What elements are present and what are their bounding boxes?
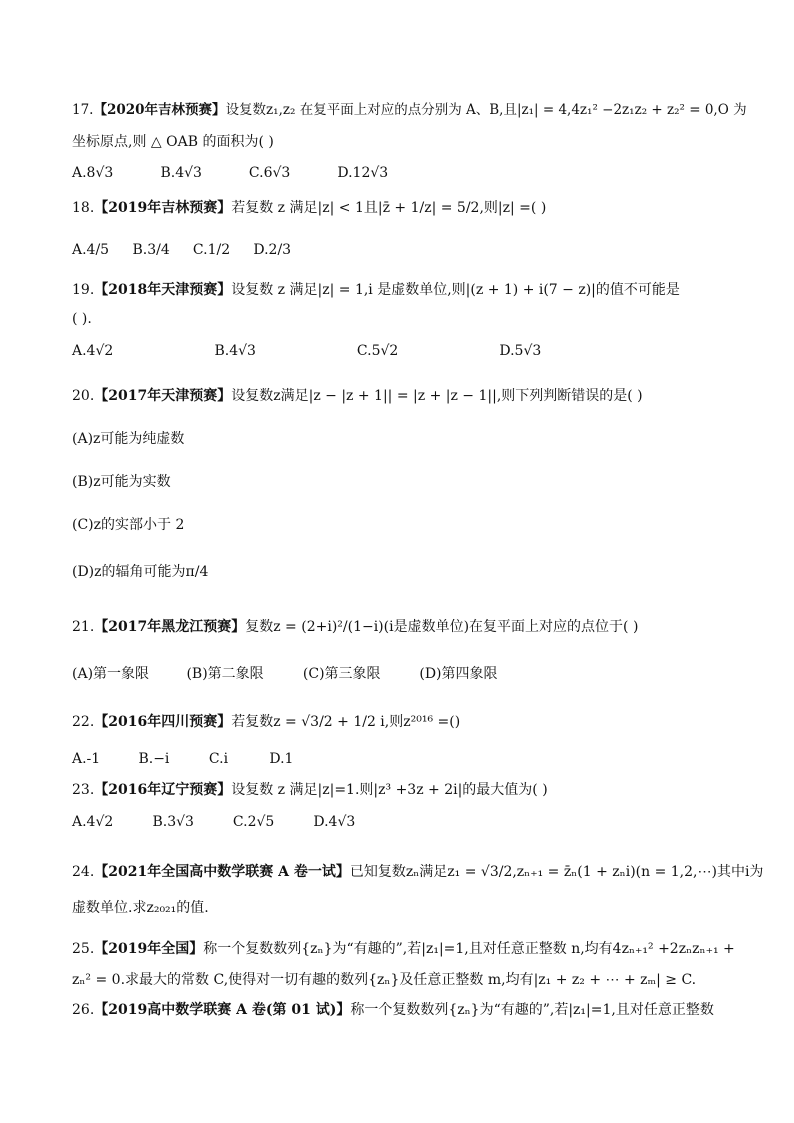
problem-18-tag: 【2019年吉林预赛】 — [94, 200, 232, 216]
option-a: (A)第一象限 — [72, 666, 150, 682]
problem-19-tag: 【2018年天津预赛】 — [94, 282, 232, 298]
problem-25-line1 — [72, 940, 735, 958]
option-b: (B)第二象限 — [186, 666, 264, 682]
problem-22-options — [72, 750, 293, 768]
problem-21-text: 复数z = (2+i)²/(1−i)(i是虚数单位)在复平面上对应的点位于( ) — [245, 619, 639, 635]
option-b: B.−i — [138, 751, 170, 767]
problem-25-line2: zₙ² = 0.求最大的常数 C,使得对一切有趣的数列{zₙ}及任意正整数 m,均有|z₁ + z₂ + ⋯ + zₘ| ≥ C. — [72, 972, 697, 988]
problem-20-choice-b: (B)z可能为实数 — [72, 474, 171, 490]
problem-19-options — [72, 342, 541, 360]
problem-25-text: 称一个复数数列{zₙ}为“有趣的”,若|z₁|=1,且对任意正整数 n,均有4zₙ₊₁² +2zₙzₙ₊₁ + — [203, 941, 735, 957]
option-b: B.3√3 — [152, 814, 194, 830]
problem-18-text: 若复数 z 满足|z| < 1且|z̄ + 1/z| = 5/2,则|z| =( ) — [231, 200, 547, 216]
option-b: B.4√3 — [160, 165, 202, 181]
problem-26-tag: 【2019高中数学联赛 A 卷(第 01 试)】 — [94, 1002, 351, 1018]
option-c: C.i — [208, 751, 229, 767]
option-d: D.2/3 — [253, 242, 292, 258]
problem-18-number: 18. — [72, 200, 95, 216]
problem-23-tag: 【2016年辽宁预赛】 — [94, 782, 232, 798]
option-d: D.12√3 — [337, 165, 389, 181]
problem-21-options — [72, 665, 498, 683]
option-c: C.6√3 — [248, 165, 291, 181]
problem-19-line1 — [72, 281, 680, 299]
problem-19-text: 设复数 z 满足|z| = 1,i 是虚数单位,则|(z + 1) + i(7 − z)|的值不可能是 — [231, 282, 680, 298]
option-c: (C)第三象限 — [302, 666, 381, 682]
problem-22-number: 22. — [72, 714, 95, 730]
option-d: D.4√3 — [313, 814, 356, 830]
problem-20-text: 设复数z满足|z − |z + 1|| = |z + |z − 1||,则下列判断错误的是( ) — [231, 388, 643, 404]
problem-23-text: 设复数 z 满足|z|=1.则|z³ +3z + 2i|的最大值为( ) — [231, 782, 548, 798]
problem-24-line1 — [72, 863, 763, 881]
problem-24-text: 已知复数zₙ满足z₁ = √3/2,zₙ₊₁ = z̄ₙ(1 + zₙi)(n = 1,2,⋯)其中i为 — [349, 864, 764, 880]
problem-24-line2: 虚数单位.求z₂₀₂₁的值. — [72, 900, 209, 916]
problem-26-line1 — [72, 1001, 714, 1019]
option-c: C.1/2 — [192, 242, 231, 258]
problem-26-text: 称一个复数数列{zₙ}为“有趣的”,若|z₁|=1,且对任意正整数 — [350, 1002, 714, 1018]
option-c: C.5√2 — [356, 343, 399, 359]
problem-26-number: 26. — [72, 1002, 95, 1018]
problem-24-number: 24. — [72, 864, 95, 880]
option-a: A.8√3 — [72, 165, 114, 181]
option-a: A.4/5 — [72, 242, 110, 258]
problem-23-number: 23. — [72, 782, 95, 798]
problem-21-line1 — [72, 618, 638, 636]
problem-17-line2: 坐标原点,则 △ OAB 的面积为( ) — [72, 134, 274, 150]
problem-25-tag: 【2019年全国】 — [94, 941, 204, 957]
problem-20-line1 — [72, 387, 643, 405]
problem-17-options — [72, 164, 388, 182]
problem-17-tag: 【2020年吉林预赛】 — [93, 102, 226, 118]
option-a: A.4√2 — [72, 343, 114, 359]
problem-20-tag: 【2017年天津预赛】 — [94, 388, 232, 404]
problem-18-options — [72, 241, 291, 259]
problem-17-text: 设复数z₁,z₂ 在复平面上对应的点分别为 A、B,且|z₁| = 4,4z₁² −2z₁z₂ + z₂² = 0,O 为 — [225, 102, 747, 118]
option-d: D.1 — [269, 751, 294, 767]
problem-22-line1 — [72, 713, 460, 731]
option-b: B.3/4 — [132, 242, 170, 258]
option-a: A.-1 — [72, 751, 101, 767]
problem-19-number: 19. — [72, 282, 95, 298]
problem-21-tag: 【2017年黑龙江预赛】 — [94, 619, 246, 635]
problem-20-number: 20. — [72, 388, 95, 404]
problem-17-line1 — [72, 101, 747, 119]
problem-23-options — [72, 813, 355, 831]
problem-23-line1 — [72, 781, 548, 799]
option-b: B.4√3 — [214, 343, 256, 359]
problem-25-number: 25. — [72, 941, 95, 957]
problem-19-line2: ( ). — [72, 311, 92, 327]
option-c: C.2√5 — [232, 814, 275, 830]
problem-20-choice-d: (D)z的辐角可能为π/4 — [72, 564, 209, 580]
problem-21-number: 21. — [72, 619, 95, 635]
problem-22-tag: 【2016年四川预赛】 — [94, 714, 232, 730]
problem-22-text: 若复数z = √3/2 + 1/2 i,则z²⁰¹⁶ =() — [231, 714, 461, 730]
option-d: (D)第四象限 — [419, 666, 498, 682]
problem-17-number: 17. — [72, 102, 94, 118]
problem-20-choice-c: (C)z的实部小于 2 — [72, 517, 185, 533]
problem-18-line1 — [72, 199, 546, 217]
option-d: D.5√3 — [499, 343, 542, 359]
option-a: A.4√2 — [72, 814, 114, 830]
problem-24-tag: 【2021年全国高中数学联赛 A 卷一试】 — [94, 864, 350, 880]
problem-20-choice-a: (A)z可能为纯虚数 — [72, 431, 185, 447]
